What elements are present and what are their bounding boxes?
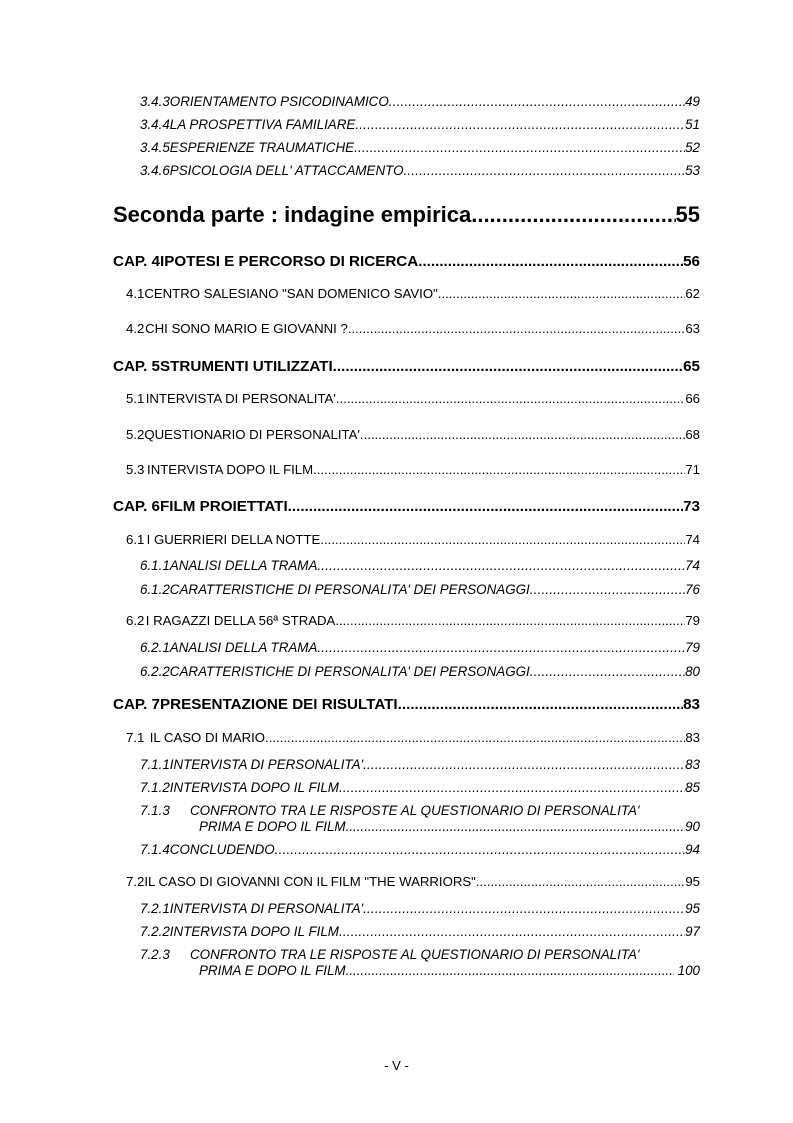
toc-number: CAP. 5 (113, 358, 160, 375)
toc-entry-6-1-1[interactable] (0, 558, 700, 576)
toc-part-heading[interactable] (0, 202, 700, 232)
toc-title: INTERVISTA DI PERSONALITA' (169, 901, 364, 916)
toc-number: 6.2.1 (140, 640, 170, 655)
toc-page-number: 68 (685, 427, 700, 442)
toc-leader-dots (438, 286, 686, 301)
toc-chapter-6[interactable] (0, 498, 700, 518)
toc-title: IPOTESI E PERCORSO DI RICERCA (160, 253, 419, 270)
toc-title: Seconda parte : indagine empirica (113, 202, 472, 227)
toc-title: INTERVISTA DOPO IL FILM (147, 462, 314, 477)
toc-page-number: 97 (685, 924, 700, 939)
toc-title: ORIENTAMENTO PSICODINAMICO (169, 94, 389, 109)
toc-number: CAP. 4 (113, 253, 160, 270)
toc-entry-3-4-5[interactable] (0, 140, 700, 158)
toc-title: FILM PROIETTATI (160, 498, 288, 515)
toc-entry-3-4-4[interactable] (0, 117, 700, 135)
toc-page-number: 65 (683, 358, 700, 375)
toc-entry-6-2[interactable] (0, 613, 700, 631)
toc-number: CAP. 6 (113, 498, 160, 515)
toc-leader-dots (275, 842, 685, 857)
toc-title: QUESTIONARIO DI PERSONALITA' (144, 427, 360, 442)
toc-leader-dots (339, 924, 685, 939)
toc-leader-dots (355, 117, 685, 132)
toc-page-number: 55 (675, 202, 700, 227)
toc-number: 4.1 (126, 286, 145, 301)
toc-page-number: 83 (685, 757, 700, 772)
toc-title-continuation: PRIMA E DOPO IL FILM (199, 963, 346, 978)
toc-number: 7.1.3 (140, 803, 170, 818)
toc-page-number: 66 (685, 391, 700, 406)
toc-page-number: 79 (685, 640, 700, 655)
toc-leader-dots (398, 696, 683, 713)
toc-entry-6-1[interactable] (0, 532, 700, 550)
toc-title: I GUERRIERI DELLA NOTTE (146, 532, 321, 547)
page-number-footer: - V - (384, 1058, 409, 1073)
toc-number: 7.2.1 (140, 901, 170, 916)
toc-entry-7-2-3-continuation[interactable] (0, 963, 700, 981)
toc-page-number: 63 (685, 321, 700, 336)
toc-number: 4.2 (126, 321, 145, 336)
toc-title: INTERVISTA DOPO IL FILM (169, 780, 339, 795)
toc-entry-7-1-4[interactable] (0, 842, 700, 860)
toc-number: 7.1.1 (140, 757, 170, 772)
toc-leader-dots (265, 730, 685, 745)
toc-title: LA PROSPETTIVA FAMILIARE (169, 117, 356, 132)
toc-chapter-7[interactable] (0, 696, 700, 716)
toc-page-number: 71 (685, 462, 700, 477)
toc-page-number: 53 (685, 163, 700, 178)
toc-title: PRESENTAZIONE DEI RISULTATI (160, 696, 398, 713)
toc-entry-7-1[interactable] (0, 730, 700, 748)
toc-title: CENTRO SALESIANO "SAN DOMENICO SAVIO" (144, 286, 438, 301)
toc-leader-dots (317, 640, 685, 655)
toc-page-number: 73 (683, 498, 700, 515)
toc-title: INTERVISTA DI PERSONALITA' (145, 391, 336, 406)
toc-chapter-5[interactable] (0, 358, 700, 378)
toc-leader-dots (317, 558, 685, 573)
toc-page-number: 90 (685, 819, 700, 834)
toc-entry-7-1-2[interactable] (0, 780, 700, 798)
toc-page-number: 100 (677, 963, 700, 978)
toc-leader-dots (336, 391, 685, 406)
toc-title: STRUMENTI UTILIZZATI (160, 358, 333, 375)
toc-leader-dots (320, 532, 685, 547)
toc-page-number: 85 (685, 780, 700, 795)
toc-page-number: 56 (683, 253, 700, 270)
toc-leader-dots (313, 462, 685, 477)
toc-leader-dots (335, 613, 685, 628)
toc-title: I RAGAZZI DELLA 56ª STRADA (145, 613, 336, 628)
toc-title: ANALISI DELLA TRAMA (169, 558, 318, 573)
toc-title: CONFRONTO TRA LE RISPOSTE AL QUESTIONARIO DI PERSONALITA' (190, 947, 640, 962)
toc-entry-6-2-1[interactable] (0, 640, 700, 658)
toc-page-number: 49 (685, 94, 700, 109)
toc-leader-dots (288, 498, 683, 515)
toc-title: INTERVISTA DOPO IL FILM (169, 924, 339, 939)
toc-page-number: 74 (685, 558, 700, 573)
toc-number: 5.1 (126, 391, 145, 406)
toc-entry-5-2[interactable] (0, 427, 700, 445)
toc-number: 7.1 (126, 730, 145, 745)
toc-page-number: 95 (685, 874, 700, 889)
toc-number: 5.2 (126, 427, 145, 442)
toc-title: ESPERIENZE TRAUMATICHE (169, 140, 355, 155)
toc-title: IL CASO DI GIOVANNI CON IL FILM "THE WARRIORS" (144, 874, 476, 889)
toc-entry-3-4-3[interactable] (0, 94, 700, 112)
toc-page-number: 83 (683, 696, 700, 713)
toc-page-number: 95 (685, 901, 700, 916)
toc-entry-7-2-1[interactable] (0, 901, 700, 919)
toc-number: 7.2.2 (140, 924, 170, 939)
toc-leader-dots (363, 757, 685, 772)
toc-entry-4-2[interactable] (0, 321, 700, 339)
toc-entry-7-2-2[interactable] (0, 924, 700, 942)
toc-page-number: 62 (685, 286, 700, 301)
toc-leader-dots (404, 163, 686, 178)
toc-title: CARATTERISTICHE DI PERSONALITA' DEI PERSONAGGI (169, 664, 530, 679)
toc-leader-dots (346, 963, 674, 978)
toc-leader-dots (363, 901, 685, 916)
toc-leader-dots (389, 94, 685, 109)
toc-title: CARATTERISTICHE DI PERSONALITA' DEI PERSONAGGI (169, 582, 530, 597)
toc-number: CAP. 7 (113, 696, 160, 713)
toc-title: CHI SONO MARIO E GIOVANNI ? (145, 321, 348, 336)
toc-page-number: 51 (685, 117, 700, 132)
toc-title: ANALISI DELLA TRAMA (169, 640, 318, 655)
toc-entry-6-1-2[interactable] (0, 582, 700, 600)
toc-page-number: 52 (685, 140, 700, 155)
toc-entry-7-1-1[interactable] (0, 757, 700, 775)
toc-leader-dots (471, 202, 675, 228)
toc-entry-6-2-2[interactable] (0, 664, 700, 682)
toc-leader-dots (348, 321, 686, 336)
toc-leader-dots (339, 780, 685, 795)
toc-entry-7-1-3-continuation[interactable] (0, 819, 700, 837)
toc-title: IL CASO DI MARIO (149, 730, 266, 745)
toc-number: 7.1.4 (140, 842, 170, 857)
toc-leader-dots (418, 253, 683, 270)
toc-number: 5.3 (126, 462, 145, 477)
toc-leader-dots (476, 874, 685, 889)
toc-number: 3.4.6 (140, 163, 170, 178)
toc-number: 3.4.4 (140, 117, 170, 132)
toc-number: 6.1.2 (140, 582, 170, 597)
toc-number: 7.2.3 (140, 947, 170, 962)
toc-page-number: 74 (685, 532, 700, 547)
toc-leader-dots (354, 140, 685, 155)
toc-leader-dots (530, 582, 685, 597)
toc-page-number: 76 (685, 582, 700, 597)
toc-number: 7.1.2 (140, 780, 170, 795)
toc-entry-4-1[interactable] (0, 286, 700, 304)
toc-chapter-4[interactable] (0, 253, 700, 273)
toc-page-number: 80 (685, 664, 700, 679)
toc-number: 6.1 (126, 532, 145, 547)
toc-entry-7-2[interactable] (0, 874, 700, 892)
toc-page-number: 83 (685, 730, 700, 745)
toc-entry-3-4-6[interactable] (0, 163, 700, 181)
toc-leader-dots (530, 664, 685, 679)
toc-entry-5-3[interactable] (0, 462, 700, 480)
toc-leader-dots (333, 358, 683, 375)
toc-leader-dots (346, 819, 686, 834)
toc-number: 3.4.3 (140, 94, 170, 109)
toc-number: 7.2 (126, 874, 145, 889)
toc-number: 3.4.5 (140, 140, 170, 155)
toc-title: PSICOLOGIA DELL' ATTACCAMENTO (169, 163, 404, 178)
toc-page-number: 79 (685, 613, 700, 628)
toc-number: 6.2.2 (140, 664, 170, 679)
toc-leader-dots (360, 427, 685, 442)
toc-title: CONCLUDENDO (169, 842, 275, 857)
toc-number: 6.1.1 (140, 558, 170, 573)
toc-title-continuation: PRIMA E DOPO IL FILM (199, 819, 346, 834)
toc-page-number: 94 (685, 842, 700, 857)
toc-entry-5-1[interactable] (0, 391, 700, 409)
toc-number: 6.2 (126, 613, 145, 628)
toc-title: INTERVISTA DI PERSONALITA' (169, 757, 364, 772)
toc-title: CONFRONTO TRA LE RISPOSTE AL QUESTIONARIO DI PERSONALITA' (190, 803, 640, 818)
